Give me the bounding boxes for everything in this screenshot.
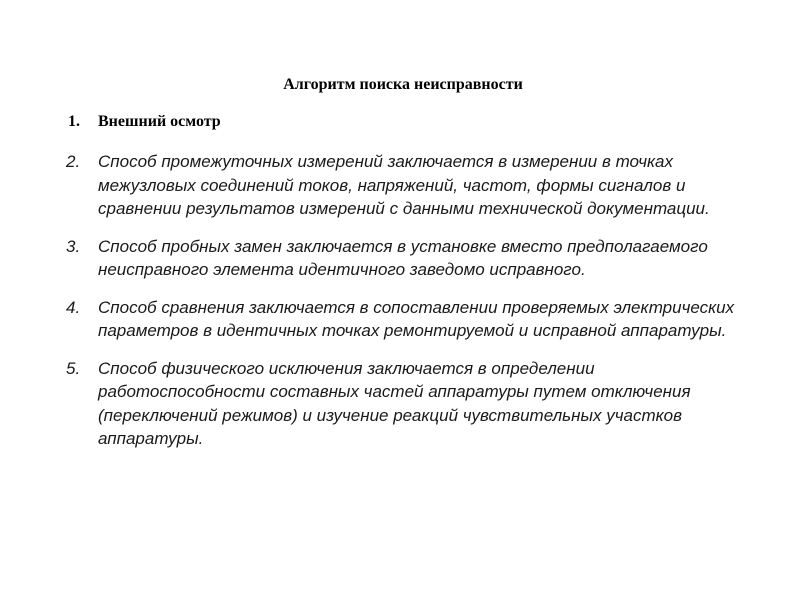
list-item (66, 357, 746, 451)
list-item-external-inspection (68, 113, 221, 131)
list-item-number: 3. (66, 236, 81, 256)
list-item (66, 150, 746, 221)
list-item-number: 4. (66, 297, 81, 317)
list-item-number: 1. (68, 113, 80, 130)
list-item (66, 235, 746, 282)
list-item-text: Способ сравнения заключается в сопоставлении проверяемых электрических параметров в идентичных точках ремонтируемой и исправной аппаратуры. (98, 297, 735, 340)
methods-list (66, 150, 746, 465)
list-item-text: Внешний осмотр (98, 113, 221, 130)
list-item-text: Способ физического исключения заключается в определении работоспособности составных частей аппаратуры путем отключения (переключений режимов) и изучение реакций чувствительных участков аппаратуры. (98, 358, 691, 448)
list-item (66, 296, 746, 343)
list-item-number: 2. (66, 152, 81, 171)
list-item-number: 5. (66, 358, 81, 378)
page-title: Алгоритм поиска неисправности (283, 76, 523, 93)
list-item-text: Способ промежуточных измерений заключается в измерении в точках межузловых соединений токов, напряжений, частот, формы сигналов и сравнении результатов измерений с данными технической документации. (98, 152, 710, 218)
list-item-text: Способ пробных замен заключается в установке вместо предполагаемого неисправного элемента идентичного заведомо исправного. (98, 236, 708, 279)
